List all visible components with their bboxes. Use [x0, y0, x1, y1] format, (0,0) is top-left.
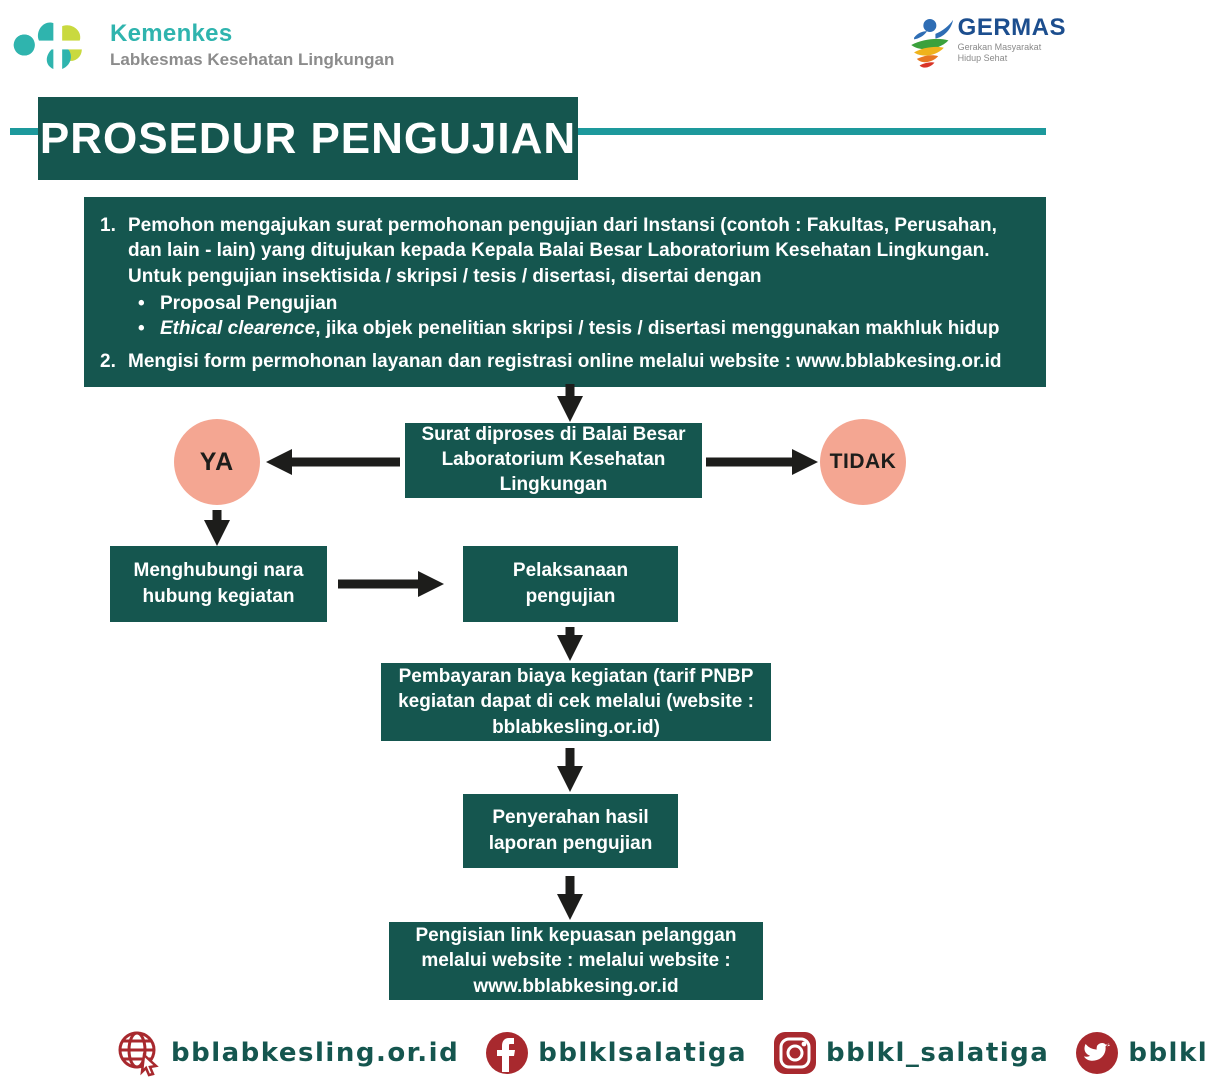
- twitter-icon: [1075, 1031, 1119, 1075]
- flow-circle-yes: [174, 419, 260, 505]
- flow-box-handover: [463, 794, 678, 868]
- flow-box-contact-text: Menghubungi nara hubung kegiatan: [133, 560, 304, 607]
- bullet-dot: •: [138, 318, 145, 340]
- bullet-ethical-clearance: [138, 316, 1028, 341]
- step-1-bullets: [138, 291, 1028, 342]
- title-banner: [38, 97, 578, 180]
- kemenkes-clover-icon: [12, 6, 100, 84]
- instagram-icon: [773, 1031, 817, 1075]
- flow-box-contact: [110, 546, 327, 622]
- germas-logo: [902, 16, 1066, 74]
- flow-circle-no: [820, 419, 906, 505]
- kemenkes-logo: [12, 6, 394, 84]
- procedure-step-1: [100, 213, 1028, 289]
- germas-figure-icon: [902, 16, 954, 74]
- bullet-text: [160, 316, 1028, 341]
- kemenkes-name: Kemenkes: [110, 20, 233, 47]
- step-number: 2.: [100, 351, 116, 373]
- kemenkes-subtitle: Labkesmas Kesehatan Lingkungan: [110, 50, 395, 69]
- germas-subtitle-line1: Gerakan Masyarakat: [957, 42, 1042, 52]
- flow-box-handover-text: Penyerahan hasil laporan pengujian: [488, 807, 653, 854]
- instagram-handle[interactable]: bblkl_salatiga: [826, 1038, 1050, 1068]
- footer-facebook[interactable]: [485, 1031, 747, 1075]
- procedure-info-block: [84, 197, 1046, 387]
- bullet-rest-part: , jika objek penelitian skripsi / tesis / disertasi menggunakan makhluk hidup: [315, 318, 1000, 340]
- footer-social-bar: [0, 1026, 1208, 1080]
- flow-box-feedback: [389, 922, 763, 1000]
- bullet-dot: •: [138, 292, 145, 314]
- no-label: TIDAK: [829, 450, 897, 473]
- footer-twitter[interactable]: [1075, 1031, 1208, 1075]
- flow-box-feedback-text: Pengisian link kepuasan pelanggan melalui website : melalui website : www.bblabkesing.or.id: [415, 925, 737, 997]
- twitter-handle[interactable]: bblkl: [1128, 1038, 1208, 1068]
- flow-box-process-text: Surat diproses di Balai Besar Laboratorium Kesehatan Lingkungan: [421, 424, 686, 495]
- germas-name: GERMAS: [957, 14, 1066, 41]
- bullet-italic-part: Ethical clearence: [160, 318, 316, 340]
- facebook-icon: [485, 1031, 529, 1075]
- flow-box-process: [405, 423, 702, 498]
- flow-box-execution: [463, 546, 678, 622]
- step-text: Mengisi form permohonan layanan dan registrasi online melalui website : www.bblabkesing.or.id: [128, 351, 1002, 373]
- footer-instagram[interactable]: [773, 1031, 1049, 1075]
- facebook-handle[interactable]: bblklsalatiga: [538, 1038, 748, 1068]
- flow-box-payment: [381, 663, 771, 741]
- bullet-text: Proposal Pengujian: [160, 292, 338, 314]
- germas-subtitle-line2: Hidup Sehat: [957, 53, 1008, 64]
- step-number: 1.: [100, 215, 116, 236]
- yes-label: YA: [199, 447, 235, 476]
- flow-box-payment-text: Pembayaran biaya kegiatan (tarif PNBP kegiatan dapat di cek melalui (website : bblabkesling.or.id): [398, 666, 754, 738]
- globe-icon: [116, 1029, 162, 1077]
- footer-website[interactable]: [116, 1029, 459, 1077]
- page-title: PROSEDUR PENGUJIAN: [39, 113, 577, 163]
- website-url[interactable]: bblabkesling.or.id: [171, 1038, 460, 1068]
- procedure-step-2: [100, 349, 1028, 374]
- bullet-proposal: [138, 291, 1028, 316]
- step-text: Pemohon mengajukan surat permohonan pengujian dari Instansi (contoh : Fakultas, Perusahan, dan lain - lain) yang ditujukan kepada Kepala Balai Besar Laboratorium Kesehatan Lingkungan. Untuk pengujian insektisida / skripsi / tesis / disertasi, disertai dengan: [128, 215, 997, 287]
- flow-box-execution-text: Pelaksanaan pengujian: [512, 560, 629, 607]
